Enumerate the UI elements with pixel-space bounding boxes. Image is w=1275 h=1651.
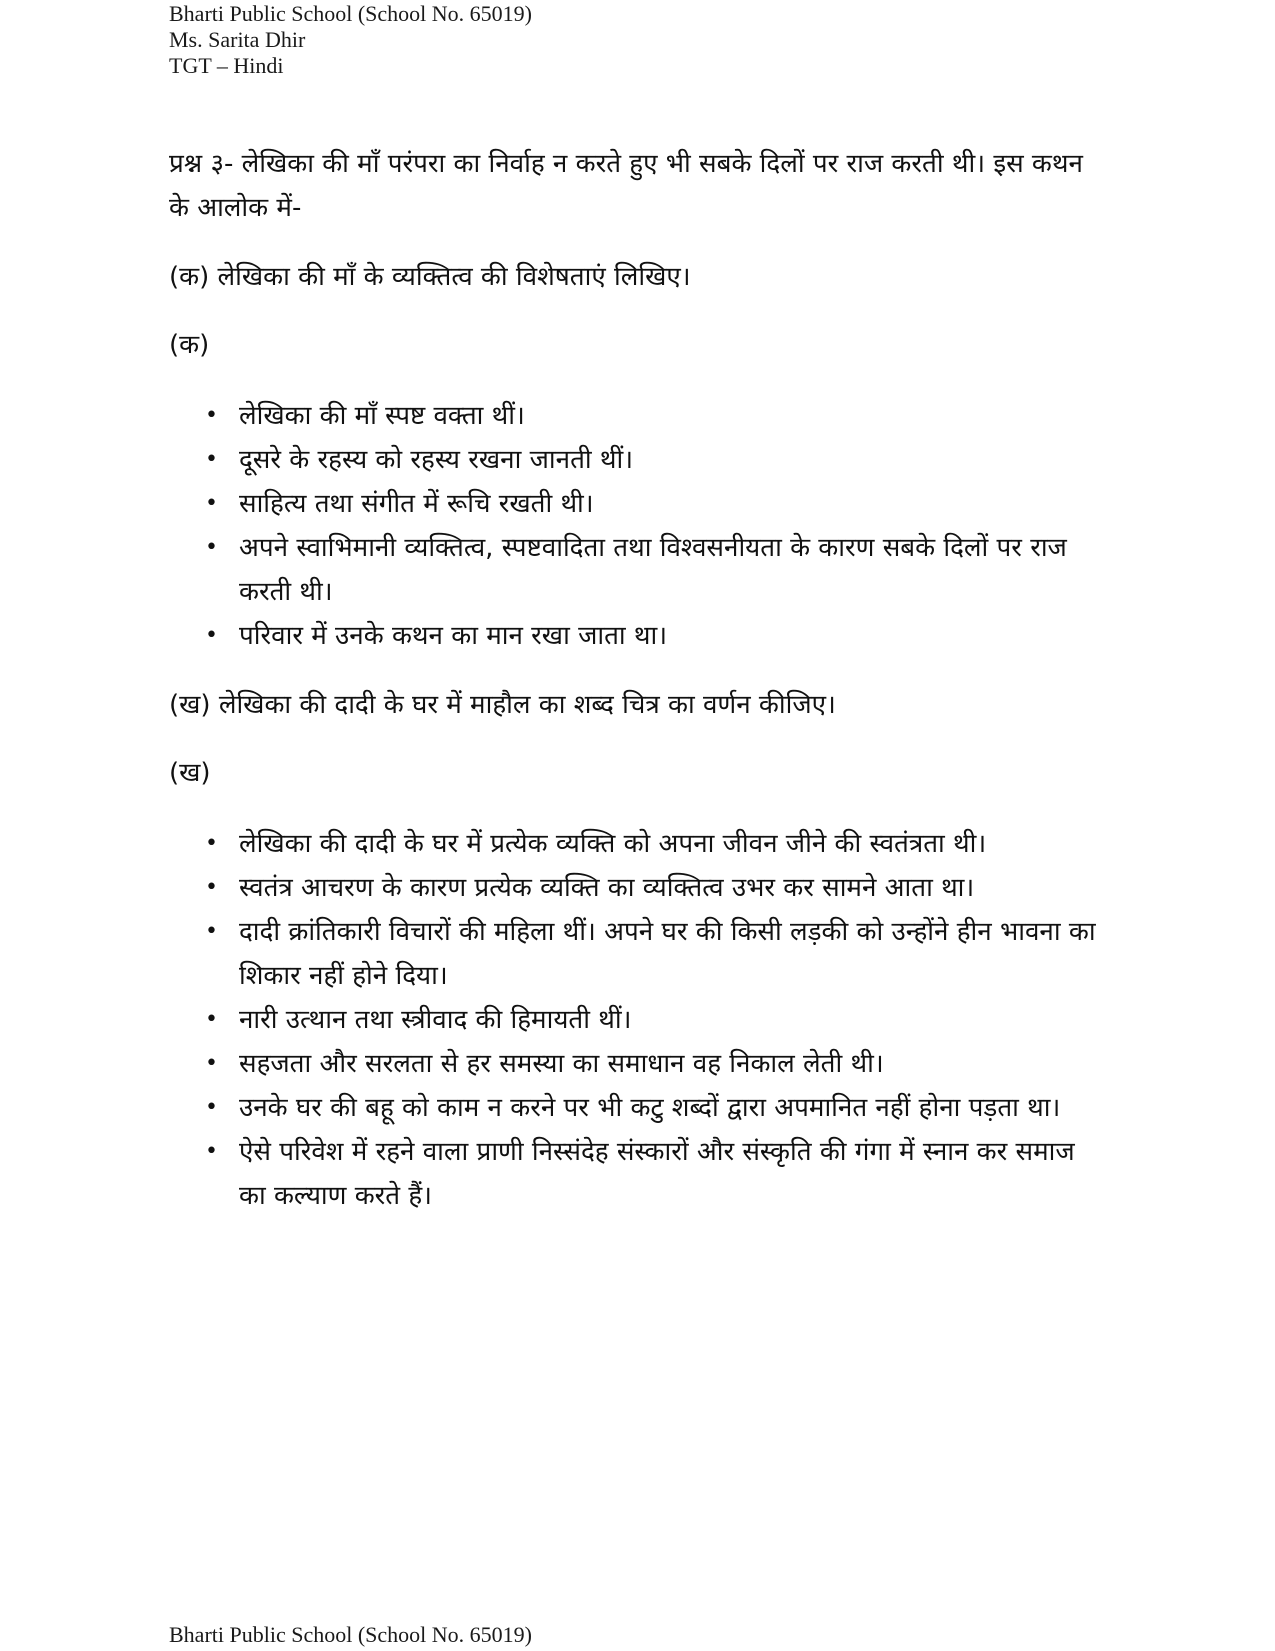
point-text: लेखिका की माँ स्पष्ट वक्ता थीं।	[239, 401, 525, 431]
list-item	[169, 1042, 1109, 1086]
question-text: प्रश्न ३- लेखिका की माँ परंपरा का निर्वाह न करते हुए भी सबके दिलों पर राज करती थी। इस कथन के आलोक में-	[169, 149, 1083, 223]
bullet: •	[205, 875, 218, 900]
point-text: स्वतंत्र आचरण के कारण प्रत्येक व्यक्ति का व्यक्तित्व उभर कर सामने आता था।	[239, 873, 975, 903]
bullet: •	[205, 919, 218, 944]
part-a-answer-label: (क)	[169, 330, 210, 360]
bullet: •	[205, 403, 218, 428]
page-footer: Bharti Public School (School No. 65019)	[169, 1622, 532, 1647]
list-item	[169, 438, 1109, 482]
point-text: ऐसे परिवेश में रहने वाला प्राणी निस्संदेह संस्कारों और संस्कृति की गंगा में स्नान कर समाज का कल्याण करते हैं।	[239, 1137, 1075, 1211]
bullet: •	[205, 535, 218, 560]
bullet: •	[205, 1095, 218, 1120]
bullet: •	[205, 1139, 218, 1164]
point-text: उनके घर की बहू को काम न करने पर भी कटु शब्दों द्वारा अपमानित नहीं होना पड़ता था।	[239, 1093, 1061, 1123]
list-item	[169, 526, 1109, 614]
bullet: •	[205, 1007, 218, 1032]
page-header	[169, 1, 532, 79]
part-a-question: (क) लेखिका की माँ के व्यक्तित्व की विशेषताएं लिखिए।	[169, 262, 691, 292]
list-item	[169, 614, 1109, 658]
bullet: •	[205, 1051, 218, 1076]
point-text: दूसरे के रहस्य को रहस्य रखना जानती थीं।	[239, 445, 634, 475]
point-text: दादी क्रांतिकारी विचारों की महिला थीं। अपने घर की किसी लड़की को उन्होंने हीन भावना का शिकार नहीं होने दिया।	[239, 917, 1096, 991]
list-item	[169, 1086, 1109, 1130]
point-text: सहजता और सरलता से हर समस्या का समाधान वह निकाल लेती थी।	[239, 1049, 884, 1079]
teacher-name: Ms. Sarita Dhir	[169, 27, 306, 52]
bullet: •	[205, 447, 218, 472]
part-b-answer-label: (ख)	[169, 758, 211, 788]
list-item	[169, 998, 1109, 1042]
subject-name: TGT – Hindi	[169, 53, 284, 78]
point-text: अपने स्वाभिमानी व्यक्तित्व, स्पष्टवादिता तथा विश्वसनीयता के कारण सबके दिलों पर राज करती थी।	[239, 533, 1067, 607]
list-item	[169, 394, 1109, 438]
list-item	[169, 866, 1109, 910]
point-text: परिवार में उनके कथन का मान रखा जाता था।	[239, 621, 668, 651]
part-a-points	[169, 394, 1109, 658]
bullet: •	[205, 623, 218, 648]
point-text: लेखिका की दादी के घर में प्रत्येक व्यक्ति को अपना जीवन जीने की स्वतंत्रता थी।	[239, 829, 987, 859]
part-b-question: (ख) लेखिका की दादी के घर में माहौल का शब्द चित्र का वर्णन कीजिए।	[169, 690, 836, 720]
school-name: Bharti Public School (School No. 65019)	[169, 1, 532, 26]
list-item	[169, 1130, 1109, 1218]
bullet: •	[205, 831, 218, 856]
list-item	[169, 822, 1109, 866]
main-content	[169, 142, 1109, 1218]
part-b-points	[169, 822, 1109, 1218]
point-text: नारी उत्थान तथा स्त्रीवाद की हिमायती थीं।	[239, 1005, 632, 1035]
bullet: •	[205, 491, 218, 516]
point-text: साहित्य तथा संगीत में रूचि रखती थी।	[239, 489, 594, 519]
list-item	[169, 482, 1109, 526]
list-item	[169, 910, 1109, 998]
